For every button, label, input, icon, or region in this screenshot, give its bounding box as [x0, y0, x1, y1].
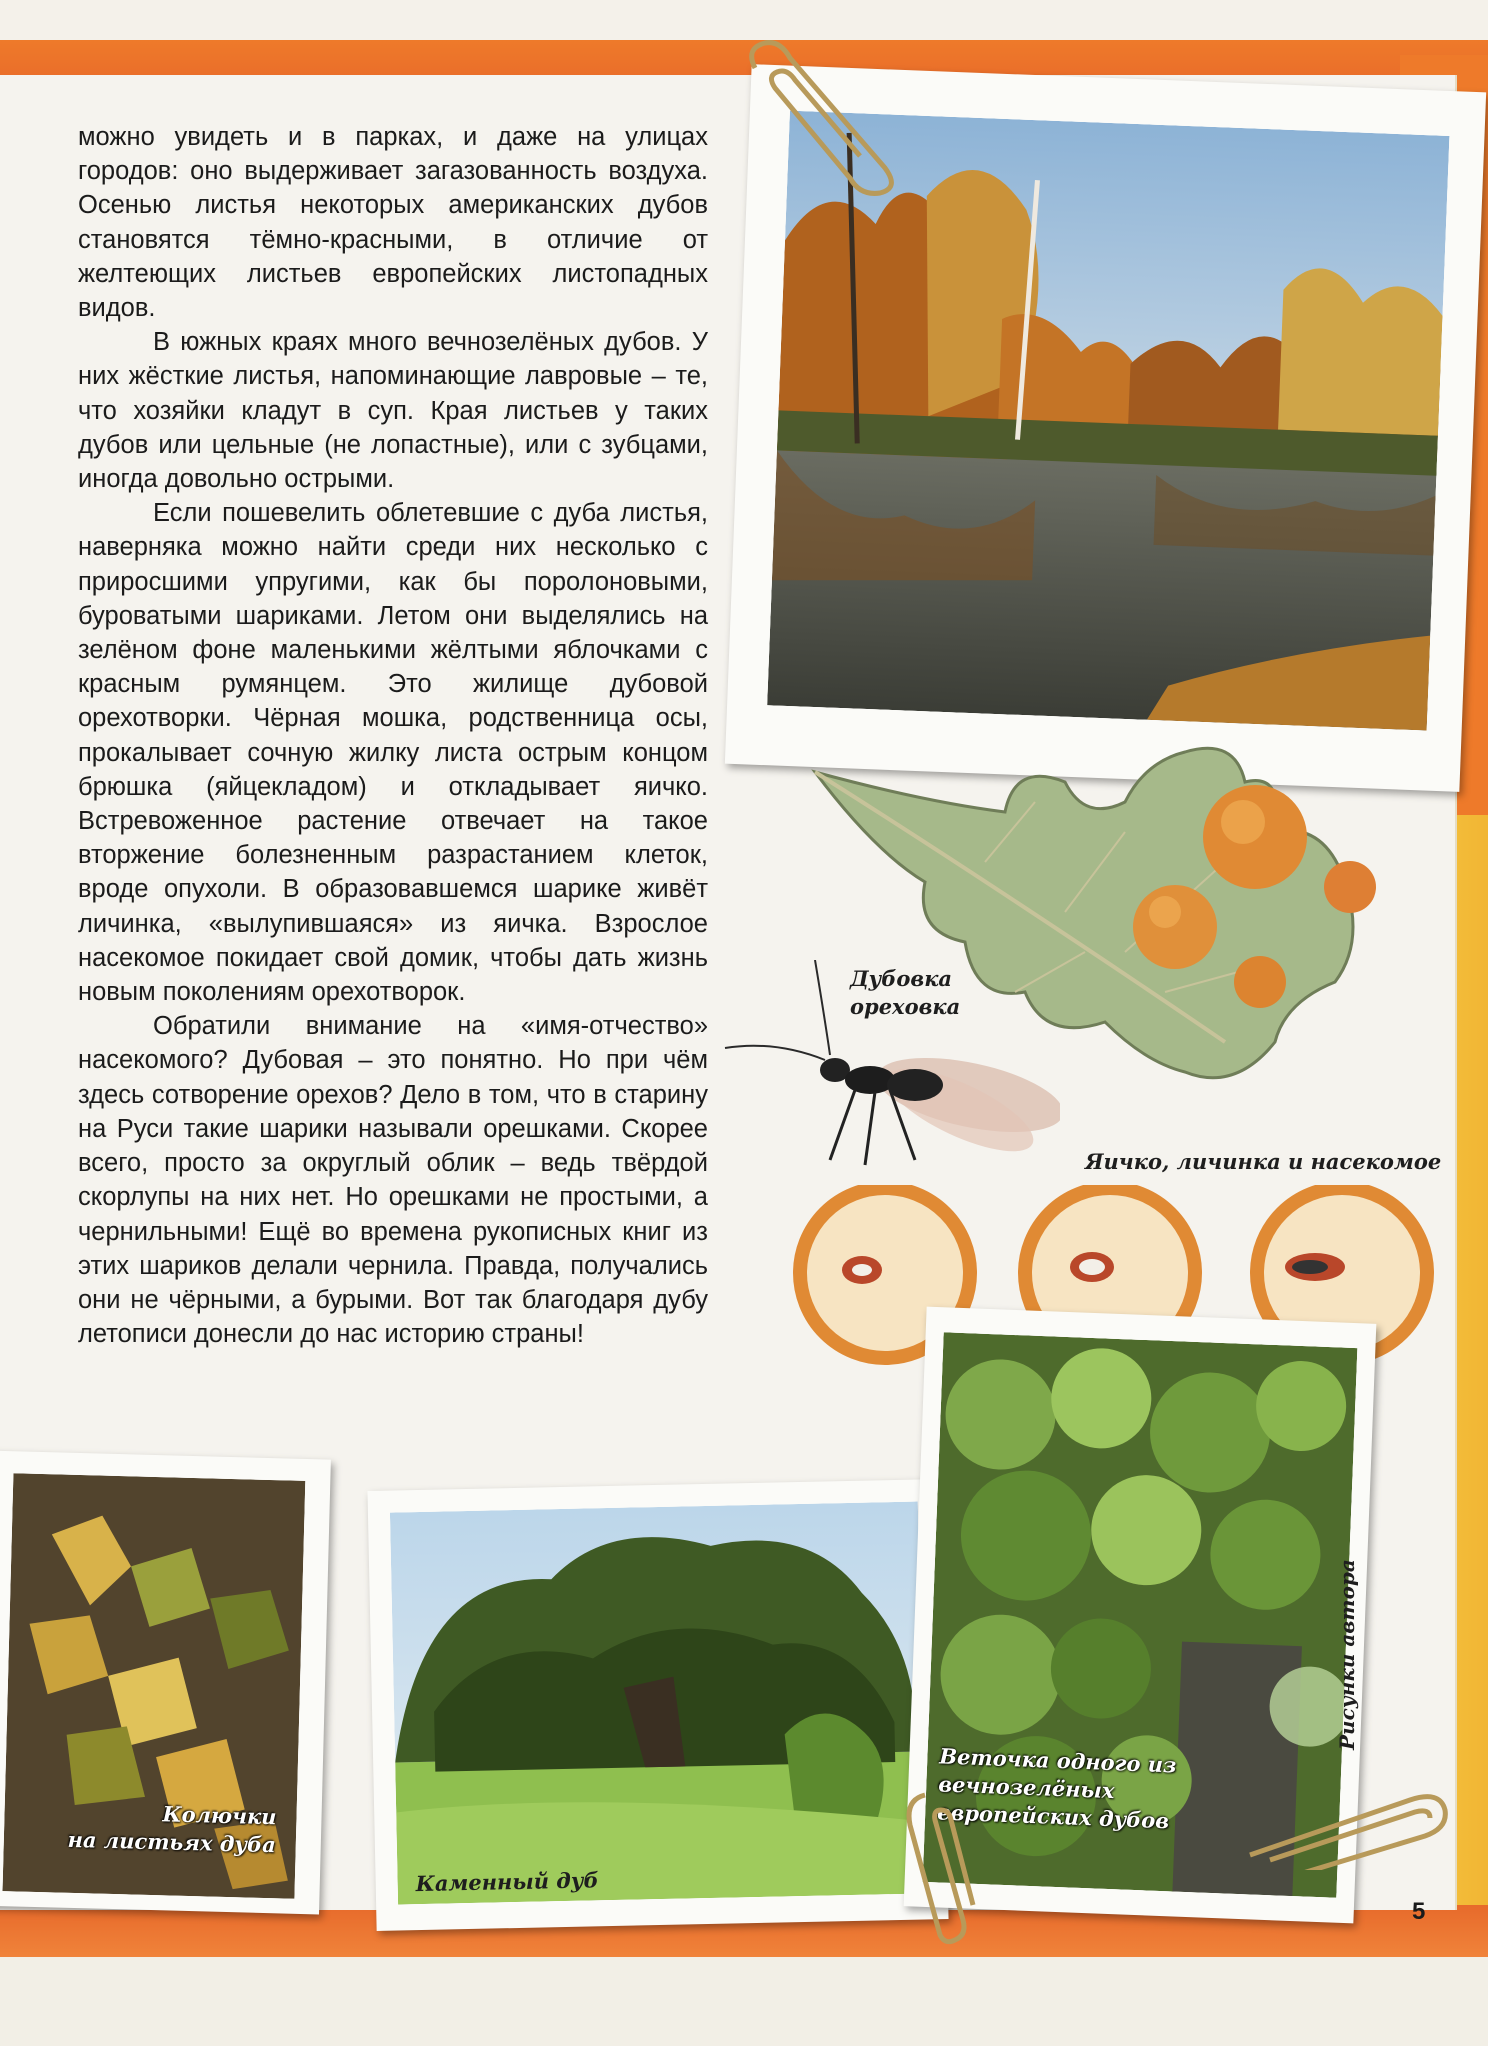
stone-oak-photo	[367, 1479, 948, 1931]
paragraph-2: В южных краях много вечнозелёных дубов. У них жёсткие листья, напоминающие лавровые – те, что хозяйки кладут в суп. Края листьев у таких дубов или цельные (не лопастные), или с зубцами, иногда довольно острыми.	[78, 328, 708, 494]
author-credit: Рисунки автора	[1335, 1559, 1359, 1750]
stone-oak-caption: Каменный дуб	[415, 1867, 599, 1897]
paper-clip-icon	[1240, 1760, 1460, 1870]
gall-wasp-illustration	[715, 960, 1060, 1170]
paragraph-1: можно увидеть и в парках, и даже на улицах городов: оно выдерживает загазованность воздуха. Осенью листья некоторых американских дубов становятся тёмно-красными, в отличие от желтеющих листьев европейских листопадных видов.	[78, 123, 708, 323]
holly-caption: Колючки на листьях дуба	[67, 1801, 277, 1858]
branch-caption: Веточка одного из вечнозелёных европейских дубов	[936, 1743, 1177, 1834]
paragraph-3: Если пошевелить облетевшие с дуба листья, наверняка можно найти среди них несколько с приросшими упругими, как бы поролоновыми, буроватыми шариками. Летом они выделялись на зелёном фоне маленькими жёлтыми яблочками с красным румянцем. Это жилище дубовой орехотворки. Чёрная мошка, родственница осы, прокалывает сочную жилку листа острым концом брюшка (яйцекладом) и откладывает яичко. Встревоженное растение отвечает на такое вторжение болезненным разрастанием клеток, вроде опухоли. В образовавшемся шарике живёт личинка, «вылупившаяся» из яичка. Взрослое насекомое покидает свой домик, чтобы дать жизнь новым поколениям орехотворок.	[78, 499, 708, 1007]
page-number: 5	[1412, 1898, 1426, 1925]
paper-clip-icon	[895, 1785, 985, 1945]
holly-oak-leaves-photo	[0, 1451, 331, 1915]
article-text	[78, 120, 708, 1351]
paper-clip-icon	[735, 38, 915, 198]
paragraph-4: Обратили внимание на «имя-отчество» насекомого? Дубовая – это понятно. Но при чём здесь сотворение орехов? Дело в том, что в старину на Руси такие шарики называли орешками. Скорее всего, просто за округлый облик – ведь твёрдой скорлупы на них нет. Но орешками не простыми, а чернильными! Ещё во времена рукописных книг из этих шариков делали чернила. Правда, получались они не чёрными, а бурыми. Вот так благодаря дубу летописи донесли до нас историю страны!	[78, 1012, 708, 1349]
insect-label: Дубовка ореховка	[850, 966, 961, 1019]
stages-caption: Яичко, личинка и насекомое	[1085, 1149, 1442, 1174]
